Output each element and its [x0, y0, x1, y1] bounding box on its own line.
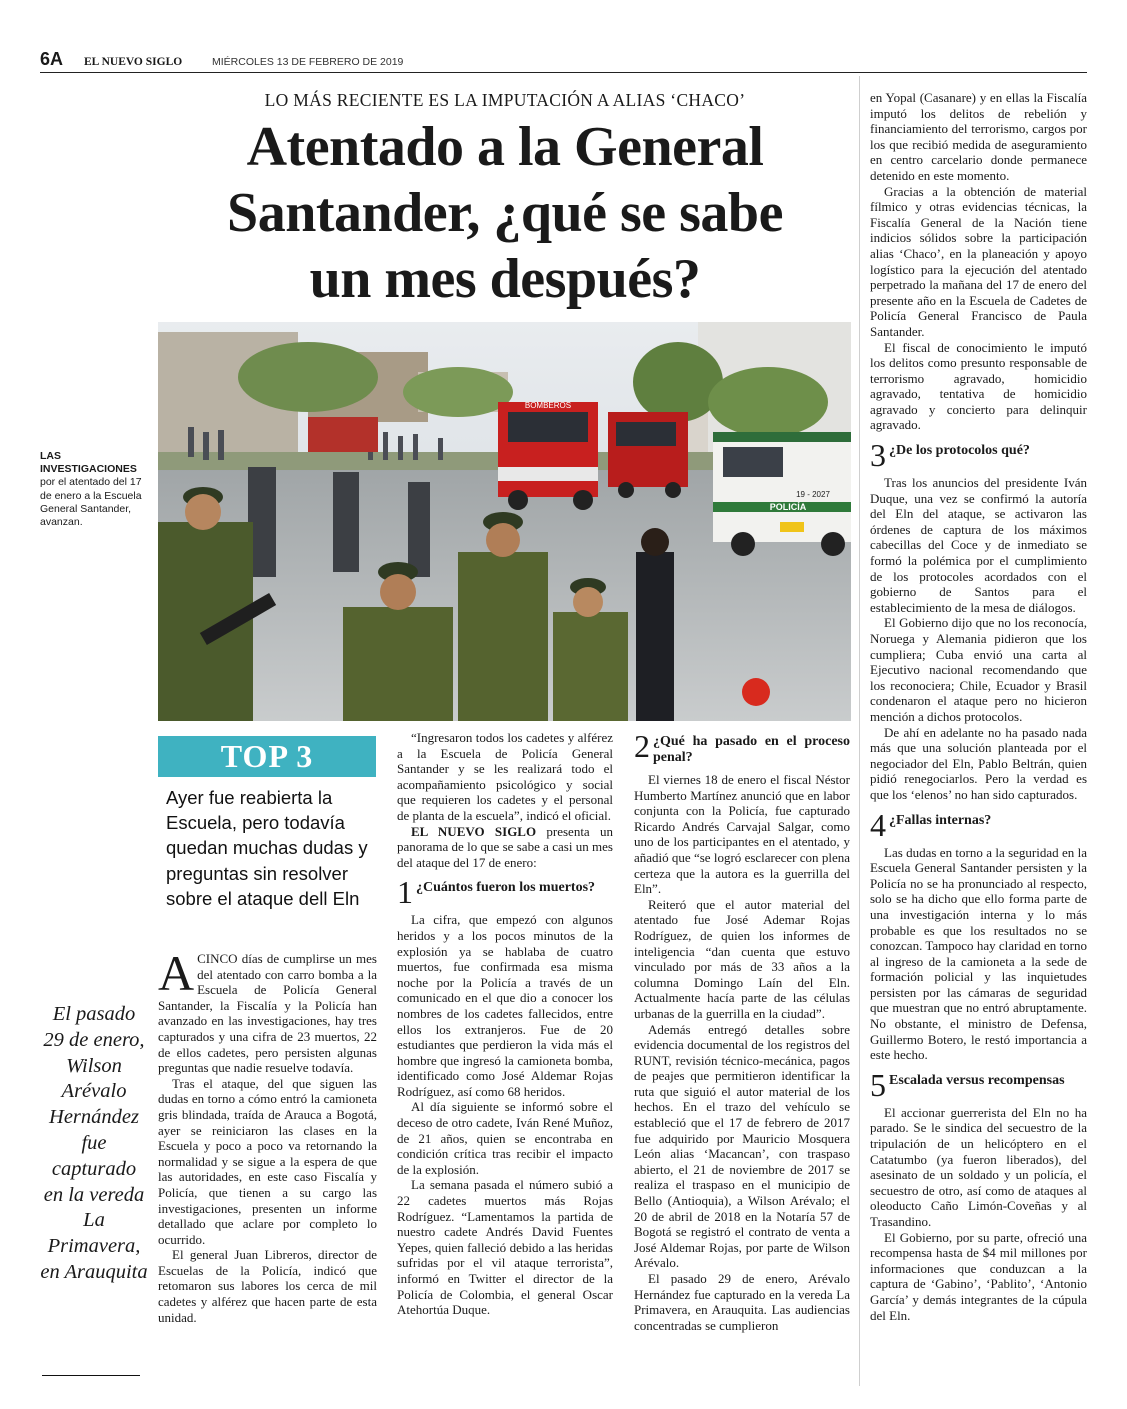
paragraph: La cifra, que empezó con algunos heridos y a los pocos minutos de la explosión ya se hablaba de cuatro muertos, fue confirmada esa misma noche por la Policía a través de un comunicado en el que dio a conocer los nombres de los cadetes fallecidos, entre ellos los extranjeros. Fue de 20 estudiantes que perdieron la vida más el hombre que ingresó la camioneta bomba, identificado como José Aldemar Rojas Rodríguez, así como 68 heridos. [397, 912, 613, 1099]
subhead-title: ¿Cuántos fueron los muertos? [416, 880, 596, 896]
subhead-number: 2 [634, 730, 650, 764]
paragraph: Las dudas en torno a la seguridad en la Escuela General Santander persisten y la Policía no se ha pronunciado al respecto, solo se ha dicho que ello forma parte de una investigación interna y lo más probable es que los resultados no se conozcan. Tampoco hay claridad en torno al ingreso de la camioneta a la sede de formación policial y las inquietudes persisten por las cámaras de seguridad que muestran que no entró abruptamente. No obstante, el ministro de Defensa, Guillermo Botero, le restó importancia a este hecho. [870, 844, 1087, 1063]
caption-text: por el atentado del 17 de enero a la Escuela General Santander, avanzan. [40, 476, 142, 529]
top3-summary: Ayer fue reabierta la Escuela, pero todavía quedan muchas dudas y preguntas sin resolver sobre el ataque dell Eln [166, 787, 368, 909]
lead-paragraph [158, 945, 377, 1076]
photo-caption [40, 450, 152, 529]
subhead-number: 3 [870, 439, 886, 470]
paragraph: “Ingresaron todos los cadetes y alférez a la Escuela de Policía General Santander y se les realizará todo el acompañamiento psicológico y social que requieren los cadetes y el personal de planta de la escuela”, indicó el oficial. [397, 730, 613, 823]
headline-line-1: Atentado a la General [246, 116, 764, 178]
subhead-title: ¿De los protocolos qué? [889, 443, 1030, 459]
headline [160, 114, 850, 312]
paragraph: El fiscal de conocimiento le imputó los delitos como presunto responsable de terrorismo agravado, homicidio agravado, tentativa de homicidio agravado y concierto para delinquir agravado. [870, 339, 1087, 433]
top-rule [40, 72, 1087, 73]
pull-quote: El pasado 29 de enero, Wilson Arévalo Hernández fue capturado en la vereda La Primavera, en Arauquita [40, 1003, 148, 1283]
van-label: POLICÍA [769, 502, 807, 512]
kicker: LO MÁS RECIENTE ES LA IMPUTACIÓN A ALIAS ‘CHACO’ [264, 90, 746, 110]
fire-truck [498, 401, 598, 510]
paragraph: El Gobierno dijo que no los reconocía, Noruega y Alemania pidieron que los cumpliera; Cuba envió una carta al Ejecutivo nacional recomendando que los reconociera; Chile, Ecuador y Brasil condenaron el ataque pero no hicieron mención a dichos protocolos. [870, 615, 1087, 724]
article-column-4 [870, 90, 1087, 1323]
paragraph: La semana pasada el número subió a 22 cadetes muertos más Rojas Rodríguez. “Lamentamos la partida de nuestro cadete Andrés David Fuentes Yepes, quien falleció debido a las heridas sufridas por el vil ataque terrorista”, informó en Twitter el director de la Policía de Colombia, el general Oscar Atehortúa Duque. [397, 1177, 613, 1318]
paragraph-text: presenta un panorama de lo que se sabe a casi un mes del ataque del 17 de enero: [397, 823, 613, 870]
headline-line-3: un mes después? [309, 248, 701, 310]
police-van [713, 432, 851, 556]
news-photo [158, 322, 851, 721]
subhead-number: 1 [397, 876, 413, 907]
page-folio [40, 48, 1087, 74]
subhead-title: Escalada versus recompensas [889, 1072, 1065, 1088]
subhead-title: ¿Fallas internas? [889, 812, 992, 828]
photo-illustration [158, 322, 851, 721]
paragraph: El Gobierno, por su parte, ofreció una recompensa hasta de $4 mil millones por informaciones que conduzcan a la captura de ‘Gabino’, ‘Pablito’, ‘Antonio García’ y demás integrantes de la cúpula del Eln. [870, 1229, 1087, 1323]
traffic-sign [742, 678, 770, 706]
subhead-1 [397, 876, 613, 906]
pull-quote-rule [42, 1375, 140, 1376]
subhead-title: ¿Qué ha pasado en el proceso penal? [653, 734, 850, 765]
article-column-1 [158, 945, 377, 1325]
paragraph: El viernes 18 de enero el fiscal Néstor Humberto Martínez anunció que en labor conjunta con la Policía, fue capturado Ricardo Andrés Carvajal Salgar, como uno de los participantes en el atentado, y añadió que “se logró esclarecer con plena certeza que la autora es la guerrilla del Eln”. [634, 772, 850, 897]
top3-title: TOP 3 [220, 738, 314, 774]
van-number: 19 - 2027 [796, 490, 830, 499]
subhead-5 [870, 1069, 1087, 1099]
issue-date: MIÉRCOLES 13 DE FEBRERO DE 2019 [212, 56, 404, 68]
paragraph: Tras los anuncios del presidente Iván Duque, una vez se confirmó la autoría del Eln del ataque, se activaron las órdenes de captura de los máximos cabecillas del Coce y de inmediato se formó la polémica por el cumplimiento de los protocoles acordados con el gobierno de Santos para el establecimiento de la mesa de diálogos. [870, 475, 1087, 615]
newspaper-name: EL NUEVO SIGLO [84, 56, 183, 68]
article-column-3 [634, 730, 850, 1333]
paragraph: El accionar guerrerista del Eln no ha parado. Se le sindica del secuestro de la tripulación de un helicóptero en el Catatumbo (ya fueron liberados), del asesinato de un soldado y un policía, el secuestro de otro, así como de ataques al oleoducto Caño Limón-Coveñas y al Trasandino. [870, 1104, 1087, 1229]
lead-text: CINCO días de cumplirse un mes del atentado con carro bomba a la Escuela de Policía General Santander, la Fiscalía y la Policía han avanzado en las investigaciones, hay tres capturados y una cifra de 23 muertos, 22 de ellos cadetes, pero persisten algunas preguntas que nadie resuelve todavía. [158, 951, 377, 1076]
top3-banner [158, 736, 376, 777]
headline-line-2: Santander, ¿qué se sabe [227, 182, 783, 244]
newspaper-mention: EL NUEVO SIGLO [411, 823, 537, 839]
paragraph [397, 824, 613, 871]
subhead-3 [870, 439, 1087, 469]
paragraph: El pasado 29 de enero, Arévalo Hernández fue capturado en la vereda La Primavera, en Arauquita. Las audiencias concentradas se cumplieron [634, 1271, 850, 1333]
paragraph: El general Juan Libreros, director de Escuelas de la Policía, indicó que retomaron sus labores los cerca de mil cadetes y alférez que hacen parte de esta unidad. [158, 1247, 377, 1325]
truck-label: BOMBEROS [524, 401, 572, 410]
subhead-number: 4 [870, 808, 886, 839]
subhead-4 [870, 809, 1087, 839]
paragraph: Reiteró que el autor material del atentado fue José Ademar Rojas Rodríguez, de quien los informes de inteligencia “dan cuenta que estuvo vinculado por más de 33 años a la columna Domingo Laín del Eln. Actualmente hacía parte de las células urbanas de la guerrilla en la ciudad”. [634, 896, 850, 1021]
page-number: 6A [40, 49, 64, 69]
drop-cap: A [158, 945, 195, 1001]
article-column-2 [397, 730, 613, 1318]
caption-lead: LAS INVESTIGACIONES [40, 450, 137, 476]
paragraph: Tras el ataque, del que siguen las dudas en torno a cómo entró la camioneta gris blindada, traída de Arauca a Bogotá, ayer se reiniciaron las clases en la Escuela y poco a poco va retornando la normalidad y se sigue a la espera de que las autoridades, en este caso Fiscalía y Policía, que tienen a su cargo las investigaciones, presenten un informe detallado que aclare por completo lo ocurrido. [158, 1075, 377, 1247]
subhead-number: 5 [870, 1068, 886, 1099]
column-divider [859, 76, 860, 1386]
paragraph: Gracias a la obtención de material fílmico y otras evidencias técnicas, la Fiscalía General de la Nación tiene indicios sólidos sobre la participación alias ‘Chaco’, en la planeación y apoyo logístico para la ejecución del atentado perpetrado la mañana del 17 de enero del presente año en la Escuela de Cadetes de Policía General Francisco de Paula Santander. [870, 183, 1087, 339]
paragraph: De ahí en adelante no ha pasado nada más que una solución planteada por el negociador del Eln, Pablo Beltrán, quien pidió renegociarlos. Pero la verdad es que los ‘elenos’ no han sido capturados. [870, 724, 1087, 802]
paragraph: Al día siguiente se informó sobre el deceso de otro cadete, Iván René Muñoz, de 21 años, quien se encontraba en condición crítica tras recibir el impacto de la explosión. [397, 1099, 613, 1177]
subhead-2 [634, 730, 850, 766]
paragraph: en Yopal (Casanare) y en ellas la Fiscalía imputó los delitos de rebelión y financiamiento del terrorismo, cargos por los que recibió medida de aseguramiento en centro carcelario donde permanece detenido en este momento. [870, 90, 1087, 183]
paragraph: Además entregó detalles sobre evidencia documental de los registros del RUNT, revisión técnico-mecánica, pagos de peajes que permitieron identificar la ruta que siguió el autor material de los hechos. En el trazo del vehículo se estableció que el 17 de febrero de 2017 fue adquirido por Mauricio Mosquera León alias ‘Macancan’, con traspaso abierto, el 21 de noviembre de 2017 se realiza el traspaso en el municipio de Bello (Antioquia), a Wilson Arévalo; el 20 de abril de 2018 en la Notaría 57 de Bogotá se registró el contrato de venta a José Aldemar Rojas, por parte de Wilson Arévalo. [634, 1021, 850, 1271]
